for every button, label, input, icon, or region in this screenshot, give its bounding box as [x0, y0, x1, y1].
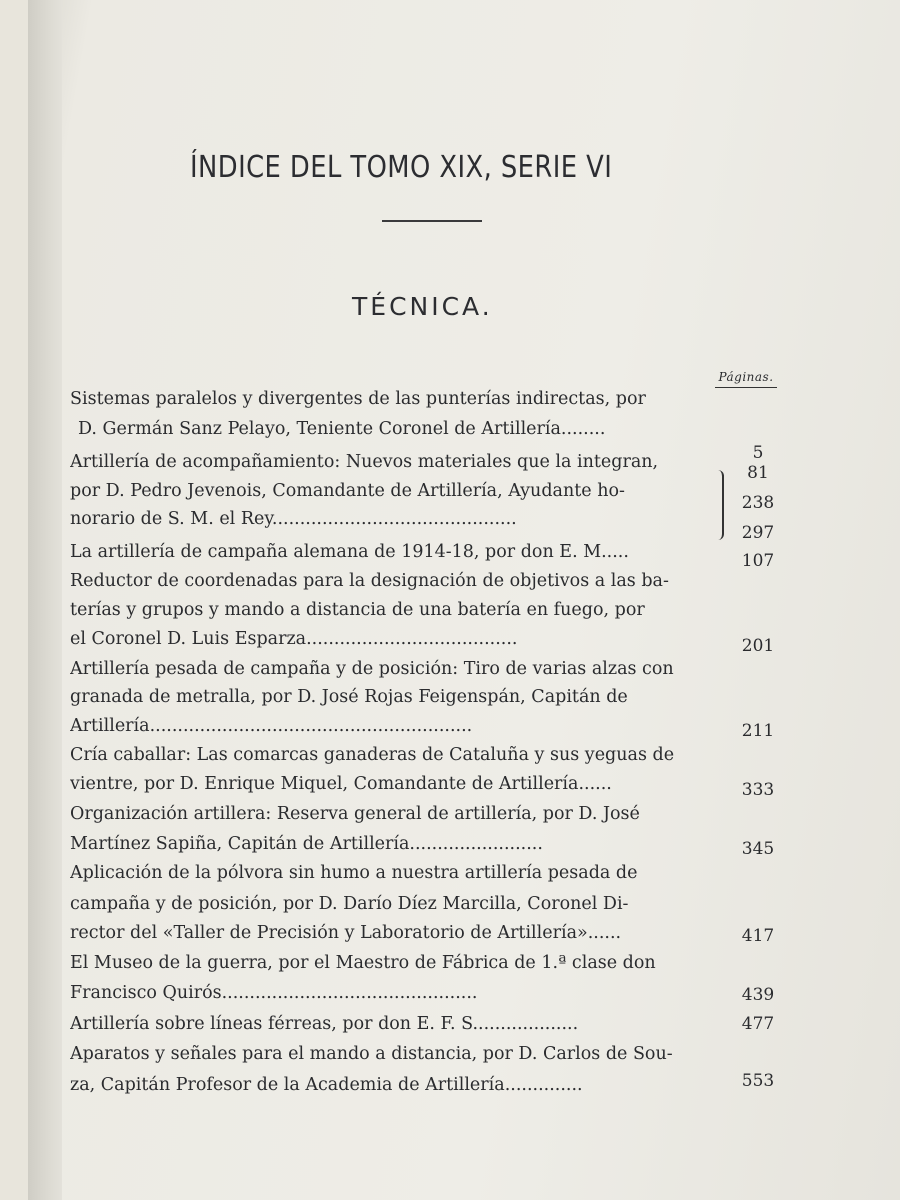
entry-line: Aplicación de la pólvora sin humo a nuestra artillería pesada de: [70, 863, 638, 883]
page-number: 211: [741, 721, 775, 741]
entry-line: Artillería..........................................................: [70, 716, 473, 736]
entry-line: Francisco Quirós..............................................: [70, 983, 478, 1003]
page-number: 333: [741, 780, 775, 800]
entry-line: El Museo de la guerra, por el Maestro de Fábrica de 1.ª clase don: [70, 953, 656, 973]
entry-line: Martínez Sapiña, Capitán de Artillería........................: [70, 834, 543, 854]
entry-line: norario de S. M. el Rey............................................: [70, 509, 517, 529]
page-number: 238: [741, 493, 775, 513]
page-range-brace: [714, 470, 724, 540]
entry-line: Artillería pesada de campaña y de posición: Tiro de varias alzas con: [70, 659, 674, 679]
index-title: ÍNDICE DEL TOMO XIX, SERIE VI: [190, 150, 613, 185]
entry-line: za, Capitán Profesor de la Academia de Artillería..............: [70, 1075, 583, 1095]
entry-line: Aparatos y señales para el mando a distancia, por D. Carlos de Sou-: [70, 1044, 673, 1064]
entry-line: Artillería sobre líneas férreas, por don E. F. S...................: [70, 1014, 579, 1034]
entry-line: La artillería de campaña alemana de 1914-18, por don E. M.....: [70, 542, 629, 562]
page-number: 297: [741, 523, 775, 543]
pages-column-header: Páginas.: [715, 370, 777, 388]
entry-line: por D. Pedro Jevenois, Comandante de Artillería, Ayudante ho-: [70, 481, 625, 501]
entry-line: Artillería de acompañamiento: Nuevos materiales que la integran,: [70, 452, 659, 472]
entry-line: Organización artillera: Reserva general de artillería, por D. José: [70, 804, 640, 824]
entry-line: el Coronel D. Luis Esparza......................................: [70, 629, 518, 649]
page-number: 81: [747, 463, 769, 483]
section-title: TÉCNICA.: [352, 292, 493, 321]
page-number: 201: [741, 636, 775, 656]
entry-line: Reductor de coordenadas para la designación de objetivos a las ba-: [70, 571, 669, 591]
page-number: 477: [741, 1014, 775, 1034]
page-number: 417: [741, 926, 775, 946]
page-number: 345: [741, 839, 775, 859]
page-number: 5: [752, 443, 764, 463]
page-number: 553: [741, 1071, 775, 1091]
entry-line: terías y grupos y mando a distancia de una batería en fuego, por: [70, 600, 645, 620]
page-number: 107: [741, 551, 775, 571]
page-number: 439: [741, 985, 775, 1005]
entry-line: Sistemas paralelos y divergentes de las punterías indirectas, por: [70, 389, 646, 409]
entry-line: rector del «Taller de Precisión y Laboratorio de Artillería»......: [70, 923, 622, 943]
entry-line: D. Germán Sanz Pelayo, Teniente Coronel de Artillería........: [78, 419, 606, 439]
entry-line: campaña y de posición, por D. Darío Díez Marcilla, Coronel Di-: [70, 894, 629, 914]
entry-line: granada de metralla, por D. José Rojas Feigenspán, Capitán de: [70, 687, 628, 707]
entry-line: Cría caballar: Las comarcas ganaderas de Cataluña y sus yeguas de: [70, 745, 675, 765]
entry-line: vientre, por D. Enrique Miquel, Comandante de Artillería......: [70, 774, 612, 794]
